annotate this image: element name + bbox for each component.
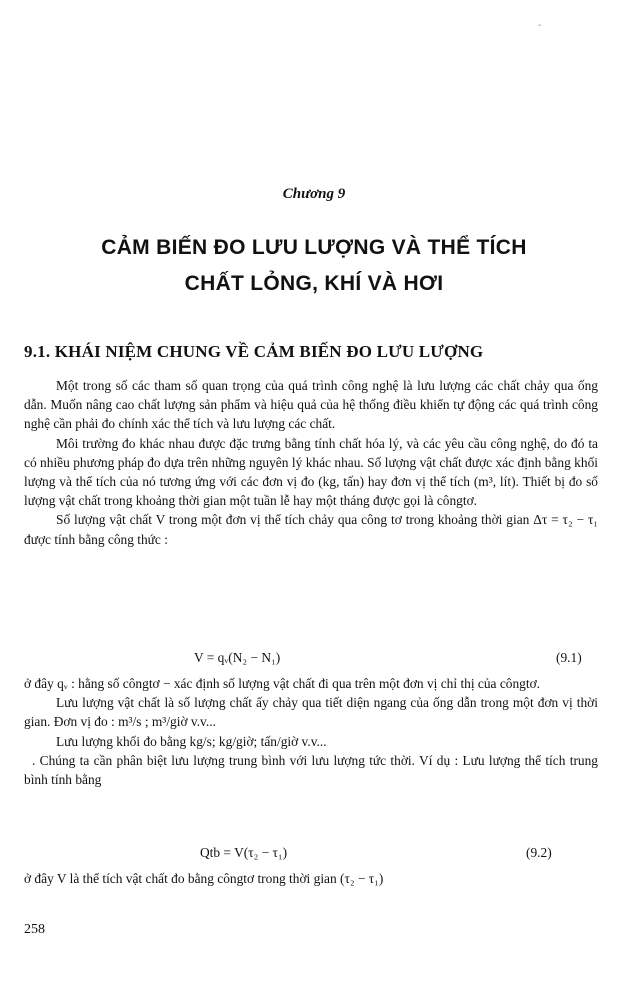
page-number: 258 xyxy=(24,922,45,937)
chapter-title-line-2: CHẤT LỎNG, KHÍ VÀ HƠI xyxy=(184,272,444,295)
paragraph: ở đây qᵥ : hằng số côngtơ − xác định số lượng vật chất đi qua trên một đơn vị chỉ thị của côngtơ. xyxy=(24,676,541,691)
body-text-block-3 xyxy=(24,869,598,888)
paragraph: ở đây V là thể tích vật chất đo bằng côngtơ trong thời gian (τ₂ − τ₁) xyxy=(24,871,384,886)
formula-9-1: V = qᵥ(N₂ − N₁) xyxy=(194,650,281,665)
paragraph: Một trong số các tham số quan trọng của quá trình công nghệ là lưu lượng các chất chảy qua ống dẫn. Muốn nâng cao chất lượng sản phẩm và hiệu quả của hệ thống điều khiển tự động các quá trình công nghệ cần phải đo chính xác thể tích và lưu lượng các chất. xyxy=(24,378,598,432)
section-heading: 9.1. KHÁI NIỆM CHUNG VỀ CẢM BIẾN ĐO LƯU LƯỢNG xyxy=(24,342,484,361)
corner-mark: - xyxy=(538,20,542,31)
formula-9-2: Qtb = V(τ₂ − τ₁) xyxy=(200,845,288,860)
paragraph: Lưu lượng vật chất là số lượng chất ấy chảy qua tiết diện ngang của ống dẫn trong một đơn vị thời gian. Đơn vị đo : m³/s ; m³/giờ v.v... xyxy=(24,695,598,730)
body-text-block-1 xyxy=(24,376,598,549)
paragraph: Môi trường đo khác nhau được đặc trưng bằng tính chất hóa lý, và các yêu cầu công nghệ, do đó ta có nhiều phương pháp đo dựa trên những nguyên lý khác nhau. Số lượng vật chất được xác định bằng khối lượng và thể tích của nó tương ứng với các đơn vị đo (kg, tấn) hay đơn vị thể tích (m³, lít). Thiết bị đo số lượng vật chất trong khoảng thời gian một tuần lễ hay một tháng được gọi là côngtơ. xyxy=(24,435,598,509)
chapter-label: Chương 9 xyxy=(282,186,346,202)
chapter-title-line-1: CẢM BIẾN ĐO LƯU LƯỢNG VÀ THỂ TÍCH xyxy=(101,236,527,259)
formula-9-2-number: (9.2) xyxy=(526,845,552,860)
formula-9-1-number: (9.1) xyxy=(556,650,582,665)
paragraph: Số lượng vật chất V trong một đơn vị thể tích chảy qua công tơ trong khoảng thời gian Δτ = τ₂ − τ₁ được tính bằng công thức : xyxy=(24,512,598,547)
paragraph: Lưu lượng khối đo bằng kg/s; kg/giờ; tấn/giờ v.v... xyxy=(56,733,327,749)
paragraph: . Chúng ta cần phân biệt lưu lượng trung bình với lưu lượng tức thời. Ví dụ : Lưu lượng thể tích trung bình tính bằng xyxy=(24,752,598,788)
body-text-block-2 xyxy=(24,674,598,789)
